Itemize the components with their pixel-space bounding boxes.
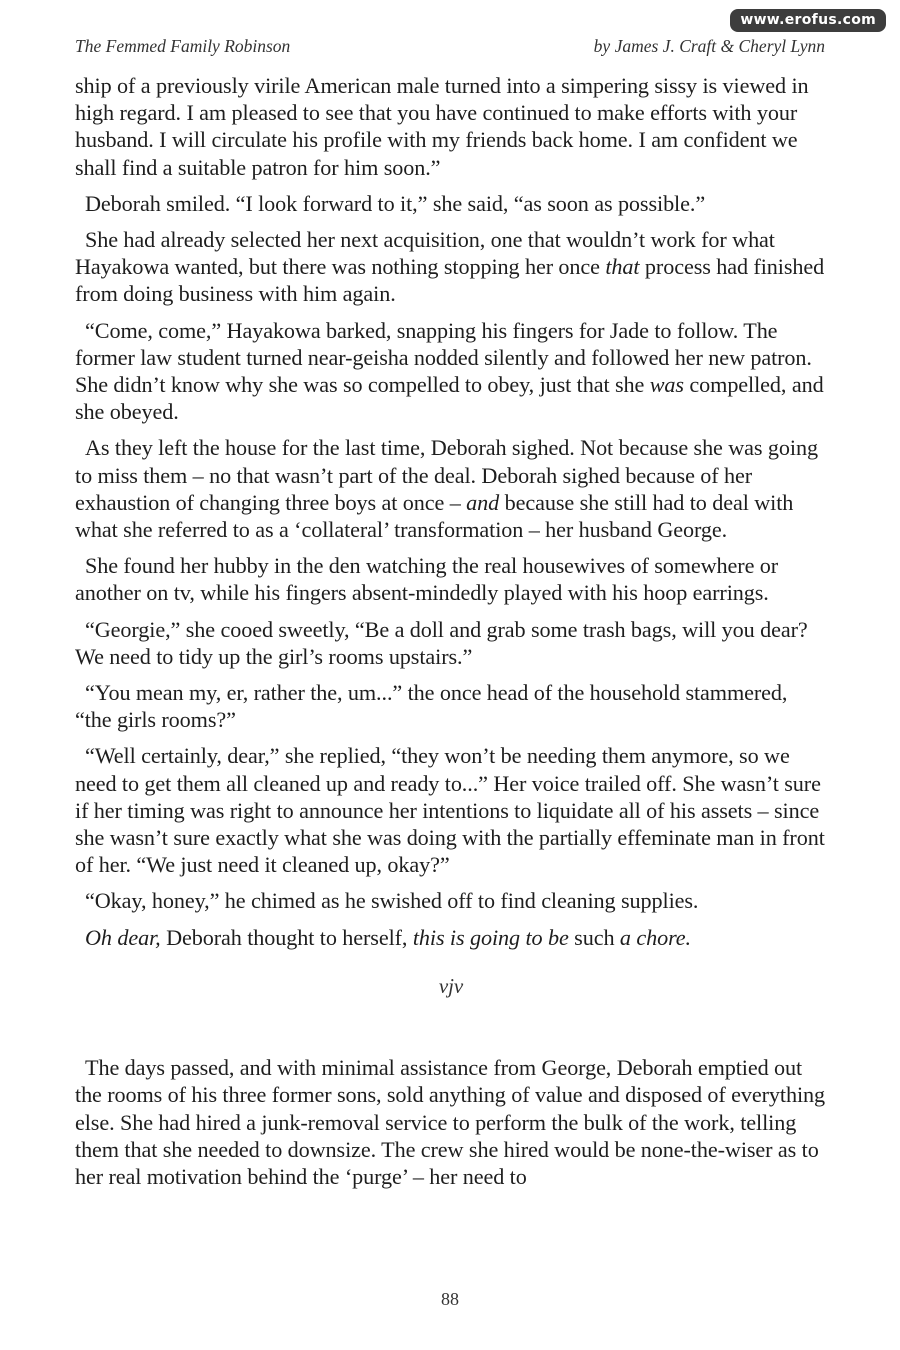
book-authors: by James J. Craft & Cheryl Lynn: [593, 36, 825, 56]
paragraph: She found her hubby in the den watching the real housewives of somewhere or another on tv, while his fingers absent-mindedly played with his hoop earrings.: [75, 553, 779, 606]
site-watermark: www.erofus.com: [730, 9, 886, 32]
paragraph: “Come, come,” Hayakowa barked, snapping his fingers for Jade to follow. The former law student turned near-geisha nodded silently and followed her new patron. She didn’t know why she was so compelled to obey, just that she was compelled, and she obeyed.: [75, 317, 824, 425]
paragraph: As they left the house for the last time, Deborah sighed. Not because she was going to miss them – no that wasn’t part of the deal. Deborah sighed because of her exhaustion of changing three boys at once – and because she still had to deal with what she referred to as a ‘collateral’ transformation – her husband George.: [75, 435, 818, 543]
paragraph: Deborah smiled. “I look forward to it,” she said, “as soon as possible.”: [85, 190, 706, 216]
page-body: [75, 72, 827, 1199]
emphasis: Oh dear,: [85, 924, 161, 950]
emphasis: a chore.: [619, 924, 691, 950]
paragraph: Oh dear, Deborah thought to herself, this is going to be such a chore.: [85, 924, 691, 950]
scene-break: vjv: [438, 973, 464, 998]
paragraph: “Well certainly, dear,” she replied, “they won’t be needing them anymore, so we need to get them all cleaned up and ready to...” Her voice trailed off. She wasn’t sure if her timing was right to announce her intentions to liquidate all of his assets – since she wasn’t sure exactly what she was doing with the partially effeminate man in front of her. “We just need it cleaned up, okay?”: [75, 743, 825, 878]
emphasis: that: [605, 254, 640, 280]
paragraph: “You mean my, er, rather the, um...” the once head of the household stammered, “the girls rooms?”: [75, 680, 788, 733]
running-header: [75, 36, 825, 57]
paragraph: “Georgie,” she cooed sweetly, “Be a doll and grab some trash bags, will you dear? We need to tidy up the girl’s rooms upstairs.”: [75, 616, 808, 669]
paragraph: “Okay, honey,” he chimed as he swished off to find cleaning supplies.: [85, 888, 699, 914]
book-title: The Femmed Family Robinson: [75, 36, 291, 56]
emphasis: this is going to be: [412, 924, 569, 950]
emphasis: was: [649, 372, 684, 398]
emphasis: and: [466, 489, 500, 515]
paragraph: ship of a previously virile American male turned into a simpering sissy is viewed in high regard. I am pleased to see that you have continued to make efforts with your husband. I will circulate his profile with my friends back home. I am confident we shall find a suitable patron for him soon.”: [75, 73, 809, 180]
page-number: 88: [441, 1289, 459, 1309]
paragraph: She had already selected her next acquisition, one that wouldn’t work for what Hayakowa wanted, but there was nothing stopping her once that process had finished from doing business with him again.: [75, 227, 825, 307]
paragraph: The days passed, and with minimal assistance from George, Deborah emptied out the rooms of his three former sons, sold anything of value and disposed of everything else. She had hired a junk-removal service to perform the bulk of the work, telling them that she needed to downsize. The crew she hired would be none-the-wiser as to her real motivation behind the ‘purge’ – her need to: [75, 1055, 826, 1189]
